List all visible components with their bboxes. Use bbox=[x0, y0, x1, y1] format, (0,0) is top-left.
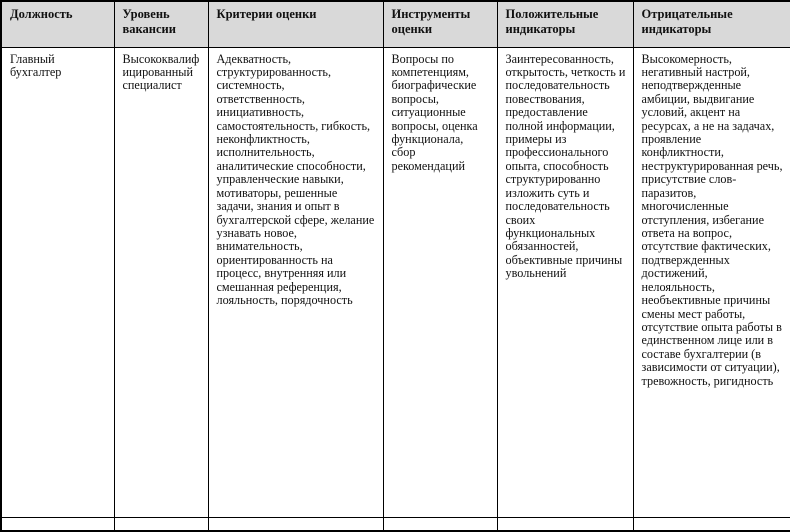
col-header-vacancy-level: Уровень вакансии bbox=[114, 1, 208, 47]
cell-position: Главный бухгалтер bbox=[1, 47, 114, 517]
empty-cell bbox=[383, 517, 497, 531]
cell-evaluation-criteria: Адекватность, структурированность, системность, ответственность, инициативность, самостоятельность, гибкость, неконфликтность, исполнительность, аналитические способности, управленческие навыки, мотиваторы, решенные задачи, знания и опыт в бухгалтерской сфере, желание узнавать новое, внимательность, ориентированность на процесс, внутренняя или смешанная референция, лояльность, порядочность bbox=[208, 47, 383, 517]
header-row bbox=[1, 1, 790, 47]
col-header-negative-indicators: Отрицательные индикаторы bbox=[633, 1, 790, 47]
col-header-position: Должность bbox=[1, 1, 114, 47]
col-header-evaluation-criteria: Критерии оценки bbox=[208, 1, 383, 47]
cell-positive-indicators: Заинтересованность, открытость, четкость и последовательность повествования, предоставление полной информации, примеры из профессионального опыта, способность структурированно изложить суть и последовательность своих функциональных обязанностей, объективные причины увольнений bbox=[497, 47, 633, 517]
empty-cell bbox=[114, 517, 208, 531]
empty-cell bbox=[208, 517, 383, 531]
table-header bbox=[1, 1, 790, 47]
cell-negative-indicators: Высокомерность, негативный настрой, неподтвержденные амбиции, выдвигание условий, акцент на ресурсах, а не на задачах, проявление конфликтности, неструктурированная речь, присутствие слов-паразитов, многочисленные отступления, избегание ответа на вопрос, отсутствие фактических, подтвержденных достижений, нелояльность, необъективные причины смены мест работы, отсутствие опыта работы в единственном лице или в составе бухгалтерии (в зависимости от ситуации), тревожность, ригидность bbox=[633, 47, 790, 517]
col-header-evaluation-tools: Инструменты оценки bbox=[383, 1, 497, 47]
empty-cell bbox=[1, 517, 114, 531]
table-row bbox=[1, 47, 790, 517]
empty-cell bbox=[497, 517, 633, 531]
table-row-empty bbox=[1, 517, 790, 531]
col-header-positive-indicators: Положительные индикаторы bbox=[497, 1, 633, 47]
cell-vacancy-level: Высококвалифицированный специалист bbox=[114, 47, 208, 517]
empty-cell bbox=[633, 517, 790, 531]
table-body bbox=[1, 47, 790, 531]
cell-evaluation-tools: Вопросы по компетенциям, биографические вопросы, ситуационные вопросы, оценка функционала, сбор рекомендаций bbox=[383, 47, 497, 517]
